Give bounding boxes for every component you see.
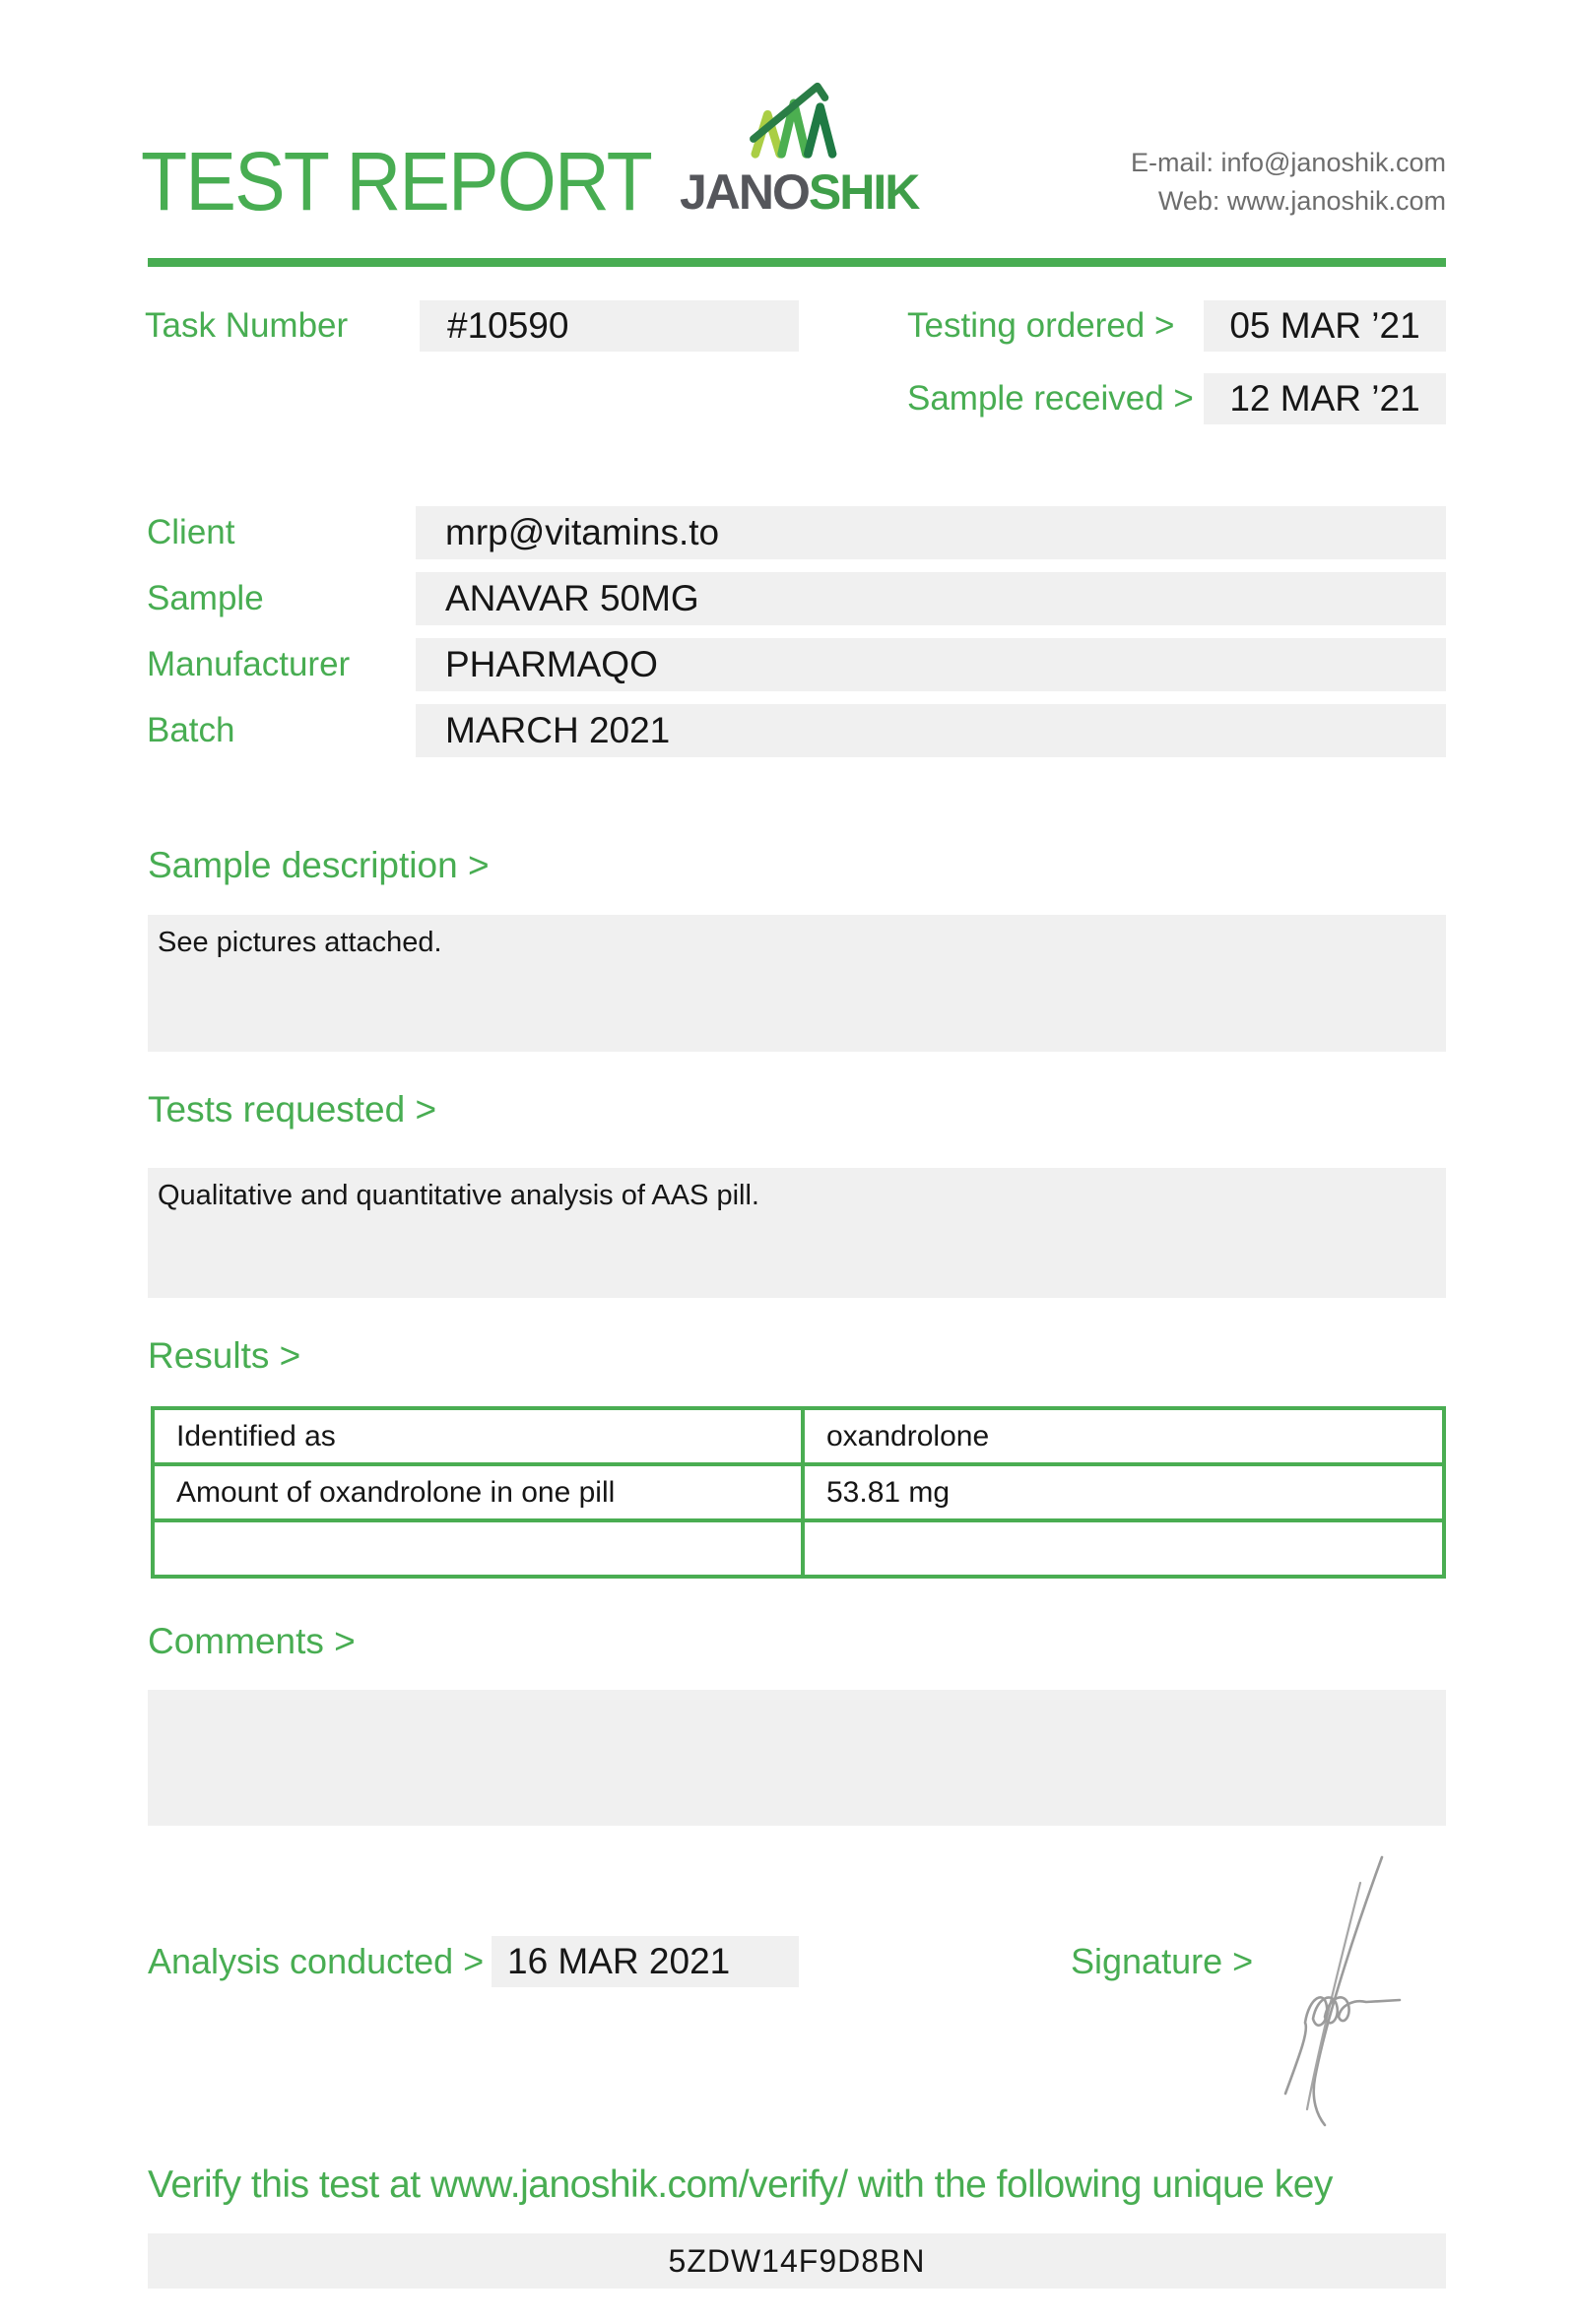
client-value: mrp@vitamins.to <box>445 512 720 552</box>
unique-key-value: 5ZDW14F9D8BN <box>668 2243 926 2279</box>
analysis-date-value: 16 MAR 2021 <box>507 1941 731 1981</box>
analysis-conducted-label: Analysis conducted > <box>148 1941 485 1981</box>
tests-requested-heading: Tests requested > <box>148 1089 437 1130</box>
sample-description-heading: Sample description > <box>148 845 490 885</box>
results-cell-value <box>805 1522 1442 1575</box>
verify-instruction-text: Verify this test at www.janoshik.com/verify/ with the following unique key <box>148 2163 1333 2206</box>
header-divider <box>148 258 1446 267</box>
logo-text-jano: JANO <box>680 164 809 220</box>
handwritten-signature-icon <box>1266 1849 1423 2135</box>
analysis-date-box <box>492 1936 799 1987</box>
batch-value-box <box>416 704 1446 757</box>
testing-ordered-value: 05 MAR ’21 <box>1229 305 1420 346</box>
signature-label: Signature > <box>1071 1941 1254 1981</box>
results-table <box>151 1406 1446 1579</box>
client-label: Client <box>147 513 235 551</box>
contact-email: E-mail: info@janoshik.com <box>1130 148 1446 177</box>
sample-description-box <box>148 915 1446 1052</box>
task-number-box <box>420 300 799 352</box>
client-value-box <box>416 506 1446 559</box>
results-cell-value: 53.81 mg <box>826 1476 951 1509</box>
manufacturer-value: PHARMAQO <box>445 644 658 684</box>
results-table-row <box>155 1518 1442 1575</box>
sample-received-box <box>1204 373 1446 424</box>
sample-received-label: Sample received > <box>907 379 1194 418</box>
results-cell-label: Amount of oxandrolone in one pill <box>155 1466 805 1518</box>
janoshik-logo <box>680 79 919 220</box>
sample-received-value: 12 MAR ’21 <box>1229 378 1420 419</box>
results-cell-value: oxandrolone <box>826 1420 990 1452</box>
sample-value: ANAVAR 50MG <box>445 578 699 618</box>
results-table-row <box>155 1462 1442 1518</box>
batch-label: Batch <box>147 711 235 749</box>
task-number-value: #10590 <box>447 305 569 346</box>
testing-ordered-label: Testing ordered > <box>907 306 1175 345</box>
results-cell-label <box>155 1522 805 1575</box>
sample-value-box <box>416 572 1446 625</box>
comments-heading: Comments > <box>148 1621 356 1661</box>
sample-label: Sample <box>147 579 264 617</box>
results-cell-label: Identified as <box>155 1410 805 1462</box>
manufacturer-value-box <box>416 638 1446 691</box>
tests-requested-text: Qualitative and quantitative analysis of AAS pill. <box>158 1180 759 1211</box>
page-title: TEST REPORT <box>141 135 651 227</box>
task-number-label: Task Number <box>145 306 349 345</box>
comments-box <box>148 1690 1446 1826</box>
results-heading: Results > <box>148 1335 301 1376</box>
comments-text <box>148 1690 1446 1702</box>
batch-value: MARCH 2021 <box>445 710 671 750</box>
tests-requested-box <box>148 1168 1446 1298</box>
logo-wordmark <box>680 164 919 220</box>
manufacturer-label: Manufacturer <box>147 645 351 683</box>
logo-text-shik: SHIK <box>808 164 919 220</box>
sample-description-text: See pictures attached. <box>158 927 442 958</box>
results-table-row <box>155 1410 1442 1462</box>
signature-image <box>1266 1849 1423 2140</box>
testing-ordered-box <box>1204 300 1446 352</box>
unique-key-box <box>148 2233 1446 2289</box>
chart-growth-icon <box>746 79 840 161</box>
contact-info <box>1131 144 1446 221</box>
contact-web: Web: www.janoshik.com <box>1157 186 1446 216</box>
